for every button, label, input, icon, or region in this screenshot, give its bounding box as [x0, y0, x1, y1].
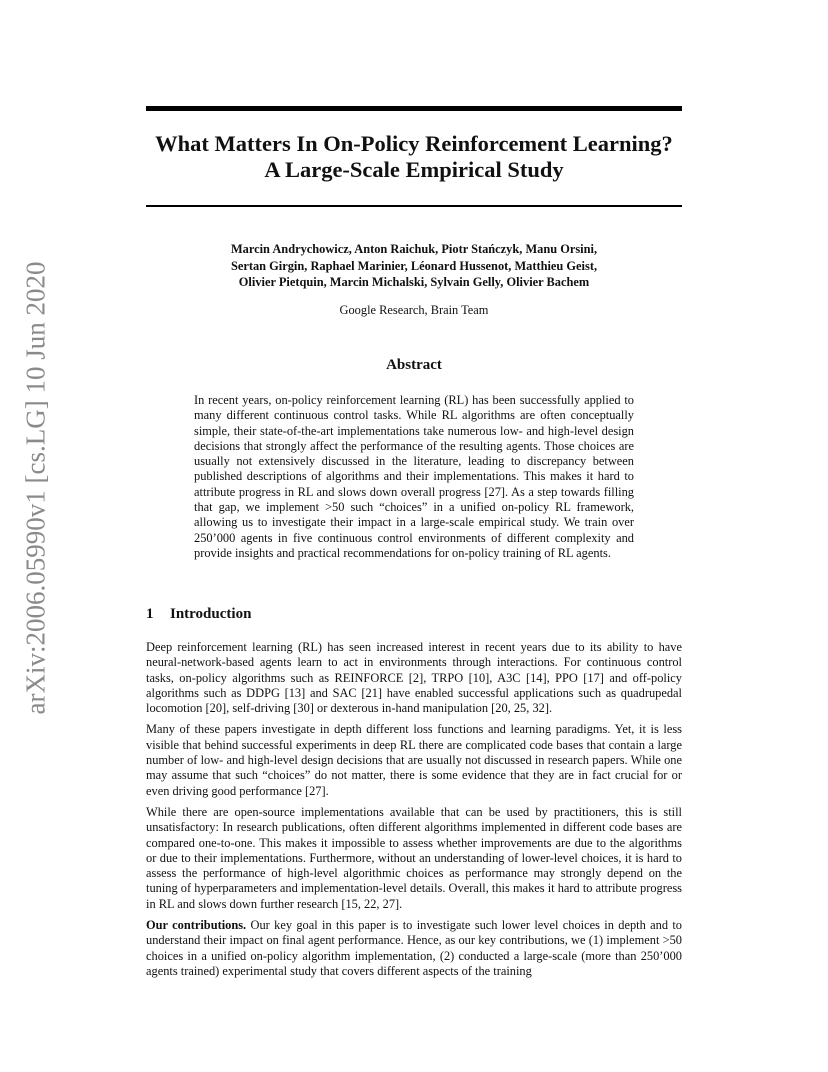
paragraph-2: Many of these papers investigate in depth different loss functions and learning paradigms. Yet, it is less visible that behind successful experiments in deep RL there are complicated code bases that contain a large number of low- and high-level design decisions that are usually not discussed in research papers. While one may assume that such “choices” do not matter, there is some evidence that they are in fact crucial for or even driving good performance [27]. [146, 722, 682, 798]
arxiv-side-stamp [18, 261, 54, 714]
author-line-1: Marcin Andrychowicz, Anton Raichuk, Piotr Stańczyk, Manu Orsini, [230, 242, 598, 256]
abstract-text: In recent years, on-policy reinforcement learning (RL) has been successfully applied to many different continuous control tasks. While RL algorithms are often conceptually simple, their state-of-the-art implementations take numerous low- and high-level design decisions that strongly affect the performance of the resulting agents. Those choices are usually not extensively discussed in the literature, leading to discrepancy between published descriptions of algorithms and their implementations. This makes it hard to attribute progress in RL and slows down overall progress [27]. As a step towards filling that gap, we implement >50 such “choices” in a unified on-policy RL framework, allowing us to investigate their impact in a large-scale empirical study. We train over 250’000 agents in five continuous control environments of different complexity and provide insights and practical recommendations for on-policy training of RL agents. [194, 393, 634, 560]
title-line-1: What Matters In On-Policy Reinforcement Learning? [155, 131, 673, 156]
paragraph-3: While there are open-source implementations available that can be used by practitioners, this is still unsatisfactory: In research publications, often different algorithms implemented in different code bases are compared one-to-one. This makes it impossible to assess whether improvements are due to the algorithms or due to their implementations. Furthermore, without an understanding of lower-level choices, it is hard to assess the performance of high-level algorithmic choices as performance may strongly depend on the tuning of hyperparameters and implementation-level details. Overall, this makes it hard to attribute progress in RL and slows down further research [15, 22, 27]. [146, 804, 682, 911]
title-line-2: A Large-Scale Empirical Study [264, 157, 564, 182]
abstract-heading: Abstract [386, 357, 442, 373]
section-heading [146, 604, 251, 624]
title-top-rule [146, 106, 682, 111]
section-number: 1 [146, 606, 154, 622]
introduction-body [146, 640, 682, 985]
paragraph-1: Deep reinforcement learning (RL) has seen increased interest in recent years due to its ability to have neural-network-based agents learn to act in environments through interactions. For continuous control tasks, on-policy algorithms such as REINFORCE [2], TRPO [10], A3C [14], PPO [17] and off-policy algorithms such as DDPG [13] and SAC [21] have enabled successful applications such as quadrupedal locomotion [20], self-driving [30] or dexterous in-hand manipulation [20, 25, 32]. [146, 640, 682, 716]
contributions-label: Our contributions. [146, 918, 247, 933]
title-bottom-rule [146, 205, 682, 207]
section-title: Introduction [170, 606, 252, 622]
paragraph-contributions [146, 918, 682, 979]
author-list [146, 241, 682, 291]
arxiv-identifier: arXiv:2006.05990v1 [cs.LG] 10 Jun 2020 [20, 261, 51, 714]
author-line-2: Sertan Girgin, Raphael Marinier, Léonard Hussenot, Matthieu Geist, [230, 258, 598, 273]
paper-title [146, 131, 682, 183]
affiliation: Google Research, Brain Team [339, 303, 489, 317]
author-line-3: Olivier Pietquin, Marcin Michalski, Sylvain Gelly, Olivier Bachem [238, 275, 590, 289]
contributions-text: Our key goal in this paper is to investigate such lower level choices in depth and to understand their impact on final agent performance. Hence, as our key contributions, we (1) implement >50 choices in a unified on-policy algorithm implementation, (2) conducted a large-scale (more than 250’000 agents trained) experimental study that covers different aspects of the training [146, 918, 683, 978]
